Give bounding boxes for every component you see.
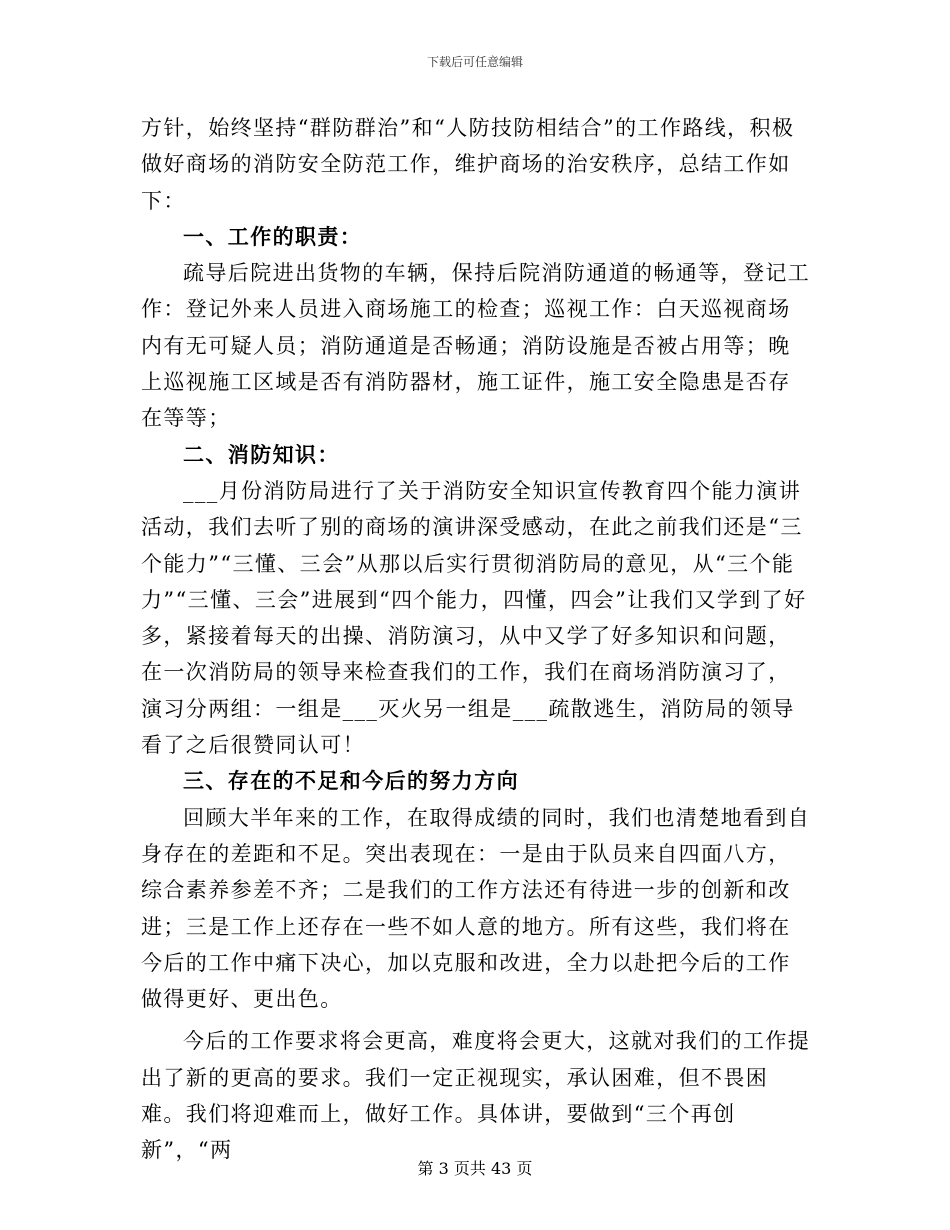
document-body [141,110,811,1169]
paragraph-duties: 疏导后院进出货物的车辆，保持后院消防通道的畅通等，登记工作：登记外来人员进入商场施工的检查；巡视工作：白天巡视商场内有无可疑人员；消防通道是否畅通；消防设施是否被占用等；晚上巡视施工区域是否有消防器材，施工证件，施工安全隐患是否存在等等； [141,261,811,431]
paragraph-fire-knowledge: ___月份消防局进行了关于消防安全知识宣传教育四个能力演讲活动，我们去听了别的商场的演讲深受感动，在此之前我们还是“三个能力”“三懂、三会”从那以后实行贯彻消防局的意见，从“三个能力”“三懂、三会”进展到“四个能力，四懂，四会”让我们又学到了好多，紧接着每天的出操、消防演习，从中又学了好多知识和问题，在一次消防局的领导来检查我们的工作，我们在商场消防演习了，演习分两组：一组是___灭火另一组是___疏散逃生，消防局的领导看了之后很赞同认可！ [141,478,807,758]
paragraph-shortcomings: 回顾大半年来的工作，在取得成绩的同时，我们也清楚地看到自身存在的差距和不足。突出表现在：一是由于队员来自四面八方，综合素养参差不齐；二是我们的工作方法还有待进一步的创新和改进；三是工作上还存在一些不如人意的地方。所有这些，我们将在今后的工作中痛下决心，加以克服和改进，全力以赴把今后的工作做得更好、更出色。 [141,805,811,1012]
page-footer: 第 3 页共 43 页 [417,1159,533,1178]
section-heading-fire-knowledge: 二、消防知识： [183,441,340,467]
page-header: 下载后可任意编辑 [426,55,523,69]
paragraph-future: 今后的工作要求将会更高，难度将会更大，这就对我们的工作提出了新的更高的要求。我们一定正视现实，承认困难，但不畏困难。我们将迎难而上，做好工作。具体讲，要做到“三个再创新”，“两 [141,1029,811,1163]
section-heading-duties: 一、工作的职责： [183,223,363,249]
paragraph-intro: 方针，始终坚持“群防群治”和“人防技防相结合”的工作路线，积极做好商场的消防安全防范工作，维护商场的治安秩序，总结工作如下： [141,116,795,213]
section-heading-shortcomings: 三、存在的不足和今后的努力方向 [183,768,519,794]
